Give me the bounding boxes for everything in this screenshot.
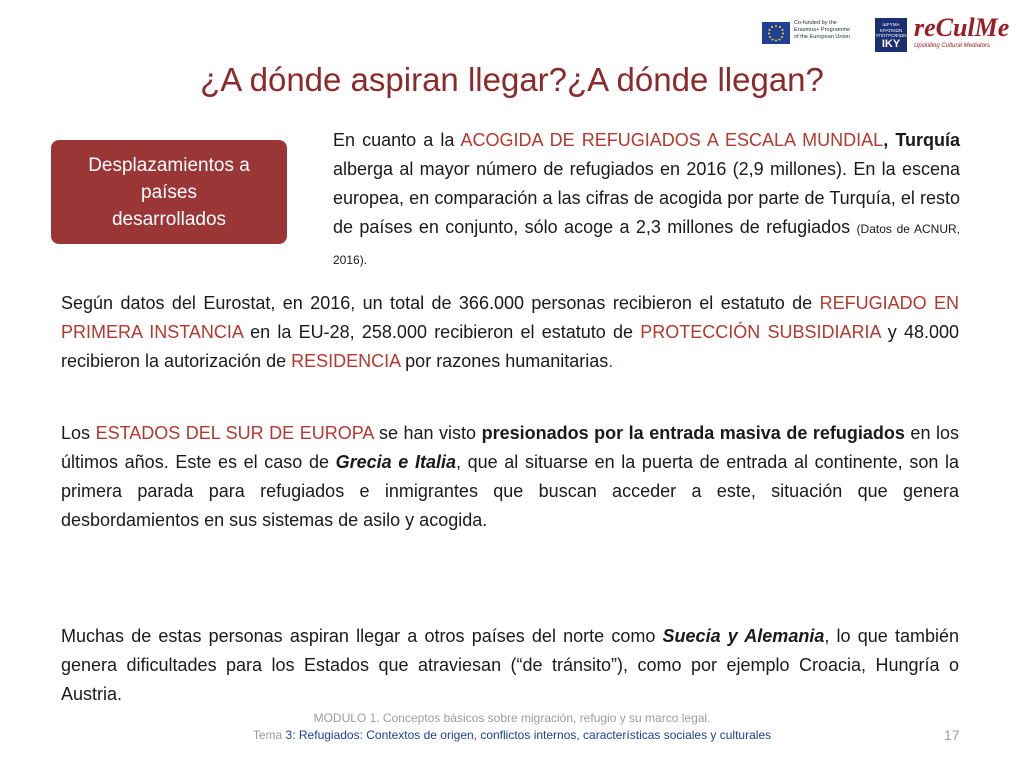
bold-italic-text: Grecia e Italia [335, 452, 456, 472]
partner-logos [762, 14, 1014, 54]
text-run: Según datos del Eurostat, en 2016, un total de 366.000 personas recibieron el estatuto de [61, 293, 820, 313]
topic-box-line: países [141, 181, 197, 203]
bold-text: Turquía [895, 130, 960, 150]
page-number: 17 [944, 727, 960, 743]
text-run: en la EU-28, 258.000 recibieron el estatuto de [242, 322, 641, 342]
erasmus-caption-line: Erasmus+ Programme [794, 27, 851, 33]
source-note: (Datos de ACNUR, 2016). [333, 222, 961, 267]
highlight-text: . [608, 351, 614, 371]
iky-label: IKY [881, 38, 901, 50]
reculme-wordmark: reCulMe [914, 13, 1010, 42]
footer-module: MODULO 1. Conceptos básicos sobre migración, refugio y su marco legal. [313, 711, 711, 725]
intro-paragraph [333, 126, 960, 275]
southern-states-paragraph [61, 419, 959, 535]
erasmus-caption-line: Co-funded by the [794, 20, 837, 26]
highlight-text: ACOGIDA DE REFUGIADOS A ESCALA MUNDIAL [460, 130, 884, 150]
highlight-text: RESIDENCIA [291, 351, 401, 371]
erasmus-caption-line: of the European Union [794, 34, 850, 40]
text-run: Muchas de estas personas aspiran llegar a otros países del norte como [61, 626, 663, 646]
text-run: alberga al mayor número de refugiados en 2016 (2,9 millones). En la escena europea, en comparación a las cifras de acogida por parte de Turquía, el resto de países en conjunto, sólo acoge a 2,3 millones de refugiados [333, 159, 960, 237]
eurostat-paragraph [61, 289, 959, 376]
text-run: y 48.000 recibieron la autorización de [61, 322, 960, 371]
text-run: Los [61, 423, 96, 443]
topic-box-line: desarrollados [111, 208, 227, 230]
topic-box-line: Desplazamientos a [88, 154, 250, 176]
slide-title: ¿A dónde aspiran llegar?¿A dónde llegan? [200, 61, 824, 98]
iky-logo [875, 18, 907, 52]
eu-flag-icon [762, 22, 790, 44]
text-run: , que al situarse en la puerta de entrada al continente, son la primera parada para refugiados e inmigrantes que buscan acceder a este, situación que genera desbordamientos en sus sistemas de asilo y acogida. [61, 452, 959, 530]
highlight-text: ESTADOS DEL SUR DE EUROPA [95, 423, 374, 443]
text-run: en los últimos años. Este es el caso de [61, 423, 959, 472]
reculme-tagline: Upskilling Cultural Mediators [914, 43, 991, 49]
text-run: por razones humanitarias [400, 351, 609, 371]
bold-text: , [883, 130, 896, 150]
text-run: , lo que también genera dificultades para los Estados que atraviesan (“de tránsito”), como por ejemplo Croacia, Hungría o Austria. [61, 626, 959, 704]
bold-italic-text: Suecia y Alemania [662, 626, 825, 646]
bold-text: presionados por la entrada masiva de refugiados [481, 423, 905, 443]
text-run: En cuanto a la [333, 130, 461, 150]
highlight-text: REFUGIADO EN PRIMERA INSTANCIA [61, 293, 959, 342]
erasmus-caption [794, 20, 872, 41]
erasmus-plus-logo [762, 22, 872, 52]
iky-small-text: ΙΔΡΥΜΑ ΚΡΑΤΙΚΩΝ ΥΠΟΤΡΟΦΙΩΝ [875, 22, 907, 38]
footer-topic [0, 727, 1024, 743]
topic-box [51, 140, 287, 244]
footer-topic-text: 3: Refugiados: Contextos de origen, conflictos internos, características sociales y culturales [285, 728, 772, 742]
highlight-text: PROTECCIÓN SUBSIDIARIA [640, 322, 881, 342]
footer-topic-prefix: Tema [252, 728, 286, 742]
reculme-logo [914, 14, 1014, 54]
text-run: se han visto [373, 423, 482, 443]
northern-countries-paragraph [61, 622, 959, 709]
